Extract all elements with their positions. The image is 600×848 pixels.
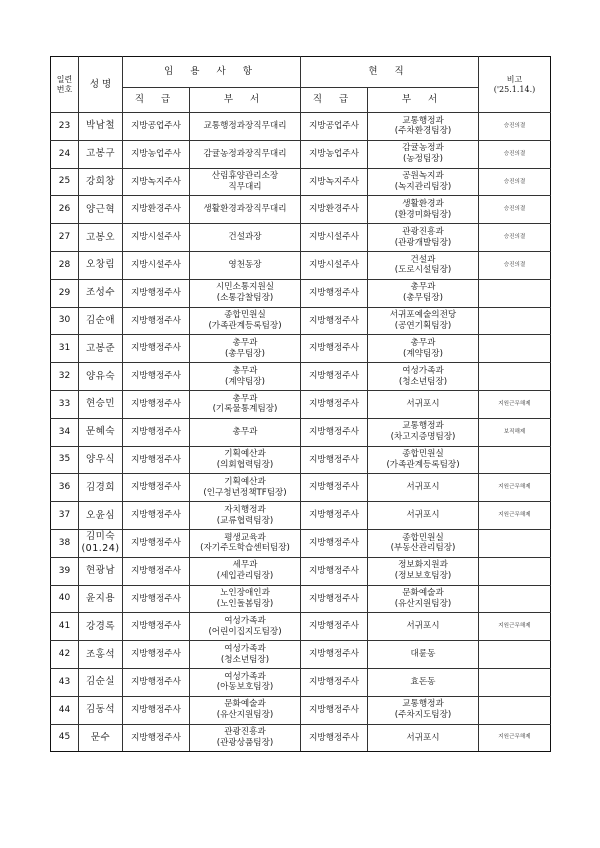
- remark-cell: [479, 335, 551, 363]
- remark-cell: 지원근무해제: [479, 502, 551, 530]
- current-rank-cell: 지방행정주사: [301, 307, 368, 335]
- current-department-cell: 여성가족과 (청소년팀장): [368, 363, 479, 391]
- current-rank-cell: 지방행정주사: [301, 613, 368, 641]
- current-department-cell: 서귀포시: [368, 474, 479, 502]
- table-row: [51, 585, 551, 613]
- remark-cell: 지원근무해제: [479, 474, 551, 502]
- current-rank-cell: 지방행정주사: [301, 529, 368, 557]
- remark-cell: [479, 529, 551, 557]
- employee-name-cell: 박남철: [79, 113, 123, 141]
- serial-number-cell: 45: [51, 724, 79, 752]
- table-row: [51, 251, 551, 279]
- serial-number-cell: 23: [51, 113, 79, 141]
- table-row: [51, 335, 551, 363]
- serial-number-cell: 37: [51, 502, 79, 530]
- remark-cell: [479, 641, 551, 669]
- appointed-rank-cell: 지방시설주사: [123, 224, 190, 252]
- employee-name-cell: 김순실: [79, 668, 123, 696]
- appointed-department-cell: 세무과 (세입관리팀장): [190, 557, 301, 585]
- current-rank-cell: 지방행정주사: [301, 474, 368, 502]
- remark-cell: 승진의결: [479, 251, 551, 279]
- serial-number-cell: 39: [51, 557, 79, 585]
- appointed-department-cell: 기획예산과 (인구청년정책TF팀장): [190, 474, 301, 502]
- serial-number-cell: 26: [51, 196, 79, 224]
- current-position-header: 현 직: [301, 57, 479, 88]
- appointed-rank-cell: 지방행정주사: [123, 557, 190, 585]
- remark-cell: [479, 668, 551, 696]
- table-row: [51, 224, 551, 252]
- remark-cell: 승진의결: [479, 113, 551, 141]
- employee-name-cell: 강경록: [79, 613, 123, 641]
- remark-cell: 승진의결: [479, 196, 551, 224]
- serial-number-cell: 31: [51, 335, 79, 363]
- current-department-cell: 서귀포시: [368, 502, 479, 530]
- current-rank-cell: 지방행정주사: [301, 557, 368, 585]
- appointed-rank-cell: 지방행정주사: [123, 307, 190, 335]
- employee-name-cell: 조홍석: [79, 641, 123, 669]
- current-department-cell: 총무과 (계약팀장): [368, 335, 479, 363]
- appointed-department-cell: 총무과 (계약팀장): [190, 363, 301, 391]
- remarks-header: 비고 ('25.1.14.): [479, 57, 551, 113]
- current-department-cell: 교통행정과 (주차환경팀장): [368, 113, 479, 141]
- serial-number-cell: 32: [51, 363, 79, 391]
- current-rank-cell: 지방녹지주사: [301, 168, 368, 196]
- remark-cell: [479, 446, 551, 474]
- table-row: [51, 502, 551, 530]
- name-header: 성 명: [79, 57, 123, 113]
- remark-cell: 지원근무해제: [479, 613, 551, 641]
- serial-number-cell: 44: [51, 696, 79, 724]
- current-department-cell: 건설과 (도로시설팀장): [368, 251, 479, 279]
- serial-number-cell: 40: [51, 585, 79, 613]
- table-row: [51, 196, 551, 224]
- table-row: [51, 418, 551, 446]
- table-row: [51, 113, 551, 141]
- employee-name-cell: 윤지용: [79, 585, 123, 613]
- serial-number-cell: 36: [51, 474, 79, 502]
- current-department-cell: 생활환경과 (환경미화팀장): [368, 196, 479, 224]
- current-department-cell: 서귀포시: [368, 724, 479, 752]
- appointed-rank-cell: 지방시설주사: [123, 251, 190, 279]
- employee-name-cell: 현광남: [79, 557, 123, 585]
- current-department-cell: 종합민원실 (가족관계등록팀장): [368, 446, 479, 474]
- appointed-department-cell: 총무과 (기록물통계팀장): [190, 390, 301, 418]
- table-row: [51, 641, 551, 669]
- employee-name-cell: 양유숙: [79, 363, 123, 391]
- current-rank-cell: 지방시설주사: [301, 224, 368, 252]
- remark-cell: 승진의결: [479, 168, 551, 196]
- current-rank-cell: 지방행정주사: [301, 502, 368, 530]
- current-rank-cell: 지방행정주사: [301, 363, 368, 391]
- current-department-cell: 정보화지원과 (정보보호팀장): [368, 557, 479, 585]
- current-rank-cell: 지방시설주사: [301, 251, 368, 279]
- remark-cell: [479, 696, 551, 724]
- current-rank-cell: 지방행정주사: [301, 279, 368, 307]
- current-department-cell: 효돈동: [368, 668, 479, 696]
- remark-cell: [479, 557, 551, 585]
- employee-name-cell: 조성수: [79, 279, 123, 307]
- employee-name-cell: 강희창: [79, 168, 123, 196]
- employee-name-cell: 문혜숙: [79, 418, 123, 446]
- appointed-rank-cell: 지방행정주사: [123, 585, 190, 613]
- appointed-department-cell: 종합민원실 (가족관계등록팀장): [190, 307, 301, 335]
- employee-name-cell: 고봉구: [79, 140, 123, 168]
- employee-name-cell: 고봉오: [79, 224, 123, 252]
- appointed-rank-cell: 지방행정주사: [123, 724, 190, 752]
- current-rank-cell: 지방행정주사: [301, 418, 368, 446]
- current-rank-cell: 지방행정주사: [301, 724, 368, 752]
- table-row: [51, 307, 551, 335]
- current-rank-cell: 지방행정주사: [301, 641, 368, 669]
- appointed-rank-cell: 지방공업주사: [123, 113, 190, 141]
- appointment-header: 임 용 사 항: [123, 57, 301, 88]
- serial-number-cell: 38: [51, 529, 79, 557]
- appointed-department-cell: 산림휴양관리소장 직무대리: [190, 168, 301, 196]
- table-row: [51, 724, 551, 752]
- employee-name-cell: 김순애: [79, 307, 123, 335]
- appointed-rank-cell: 지방행정주사: [123, 696, 190, 724]
- employee-name-cell: 김동석: [79, 696, 123, 724]
- employee-name-cell: 김경희: [79, 474, 123, 502]
- serial-number-cell: 30: [51, 307, 79, 335]
- appointed-rank-cell: 지방행정주사: [123, 529, 190, 557]
- appointed-rank-cell: 지방행정주사: [123, 613, 190, 641]
- appointed-department-cell: 시민소통지원실 (소통감찰팀장): [190, 279, 301, 307]
- current-rank-cell: 지방행정주사: [301, 446, 368, 474]
- remark-cell: [479, 279, 551, 307]
- employee-name-cell: 오창림: [79, 251, 123, 279]
- employee-name-cell: 양우식: [79, 446, 123, 474]
- table-row: [51, 557, 551, 585]
- appointed-department-cell: 문화예술과 (유산지원팀장): [190, 696, 301, 724]
- table-row: [51, 140, 551, 168]
- appointed-rank-cell: 지방녹지주사: [123, 168, 190, 196]
- current-department-cell: 총무과 (총무팀장): [368, 279, 479, 307]
- serial-number-cell: 34: [51, 418, 79, 446]
- current-rank-cell: 지방환경주사: [301, 196, 368, 224]
- appointed-department-cell: 평생교육과 (자기주도학습센터팀장): [190, 529, 301, 557]
- appointed-rank-cell: 지방행정주사: [123, 363, 190, 391]
- remark-cell: 승진의결: [479, 224, 551, 252]
- table-row: [51, 279, 551, 307]
- remark-cell: 승진의결: [479, 140, 551, 168]
- employee-name-cell: 양근혁: [79, 196, 123, 224]
- serial-number-cell: 27: [51, 224, 79, 252]
- employee-name-cell: 오윤심: [79, 502, 123, 530]
- current-dept-header: 부 서: [368, 88, 479, 113]
- appointed-department-cell: 총무과: [190, 418, 301, 446]
- appointed-department-cell: 여성가족과 (청소년팀장): [190, 641, 301, 669]
- remark-cell: 지원근무해제: [479, 724, 551, 752]
- serial-number-cell: 28: [51, 251, 79, 279]
- appointed-department-cell: 생활환경과장직무대리: [190, 196, 301, 224]
- table-row: [51, 696, 551, 724]
- current-department-cell: 서귀포시: [368, 613, 479, 641]
- serial-number-cell: 25: [51, 168, 79, 196]
- appointed-rank-cell: 지방행정주사: [123, 279, 190, 307]
- appointment-roster-table: [50, 56, 551, 752]
- appointed-department-cell: 영천동장: [190, 251, 301, 279]
- appointed-department-cell: 기획예산과 (의회협력팀장): [190, 446, 301, 474]
- employee-name-cell: 문수: [79, 724, 123, 752]
- current-rank-cell: 지방행정주사: [301, 696, 368, 724]
- serial-number-cell: 41: [51, 613, 79, 641]
- current-department-cell: 서귀포예술의전당 (공연기획팀장): [368, 307, 479, 335]
- employee-name-cell: 김미숙 (01.24): [79, 529, 123, 557]
- appointed-department-cell: 노인장애인과 (노인돌봄팀장): [190, 585, 301, 613]
- current-rank-cell: 지방공업주사: [301, 113, 368, 141]
- current-department-cell: 감귤농정과 (농정팀장): [368, 140, 479, 168]
- current-department-cell: 공원녹지과 (녹지관리팀장): [368, 168, 479, 196]
- current-rank-cell: 지방행정주사: [301, 390, 368, 418]
- remark-cell: 보직해제: [479, 418, 551, 446]
- serial-number-header: 일련 번호: [51, 57, 79, 113]
- table-row: [51, 474, 551, 502]
- current-rank-cell: 지방행정주사: [301, 585, 368, 613]
- appointed-department-cell: 여성가족과 (아동보호팀장): [190, 668, 301, 696]
- appointment-rank-header: 직 급: [123, 88, 190, 113]
- remark-cell: [479, 307, 551, 335]
- appointed-rank-cell: 지방행정주사: [123, 474, 190, 502]
- appointed-rank-cell: 지방환경주사: [123, 196, 190, 224]
- current-department-cell: 문화예술과 (유산지원팀장): [368, 585, 479, 613]
- appointed-rank-cell: 지방행정주사: [123, 390, 190, 418]
- table-row: [51, 668, 551, 696]
- appointed-department-cell: 관광진흥과 (관광상품팀장): [190, 724, 301, 752]
- table-row: [51, 613, 551, 641]
- current-rank-header: 직 급: [301, 88, 368, 113]
- appointed-rank-cell: 지방행정주사: [123, 335, 190, 363]
- remark-cell: [479, 363, 551, 391]
- serial-number-cell: 42: [51, 641, 79, 669]
- appointed-rank-cell: 지방행정주사: [123, 418, 190, 446]
- serial-number-cell: 33: [51, 390, 79, 418]
- current-department-cell: 서귀포시: [368, 390, 479, 418]
- appointed-rank-cell: 지방행정주사: [123, 446, 190, 474]
- current-department-cell: 교통행정과 (주차지도팀장): [368, 696, 479, 724]
- appointed-department-cell: 여성가족과 (어린이집지도팀장): [190, 613, 301, 641]
- appointed-department-cell: 자치행정과 (교류협력팀장): [190, 502, 301, 530]
- current-department-cell: 관광진흥과 (관광개발팀장): [368, 224, 479, 252]
- serial-number-cell: 43: [51, 668, 79, 696]
- appointed-rank-cell: 지방행정주사: [123, 641, 190, 669]
- employee-name-cell: 고봉준: [79, 335, 123, 363]
- remark-cell: [479, 585, 551, 613]
- table-row: [51, 390, 551, 418]
- current-department-cell: 종합민원실 (부동산관리팀장): [368, 529, 479, 557]
- current-department-cell: 대륜동: [368, 641, 479, 669]
- current-department-cell: 교통행정과 (차고지증명팀장): [368, 418, 479, 446]
- roster-body: [51, 113, 551, 752]
- serial-number-cell: 35: [51, 446, 79, 474]
- appointment-dept-header: 부 서: [190, 88, 301, 113]
- current-rank-cell: 지방행정주사: [301, 668, 368, 696]
- table-row: [51, 446, 551, 474]
- serial-number-cell: 24: [51, 140, 79, 168]
- appointed-department-cell: 감귤농정과장직무대리: [190, 140, 301, 168]
- serial-number-cell: 29: [51, 279, 79, 307]
- appointed-department-cell: 건설과장: [190, 224, 301, 252]
- appointed-department-cell: 교통행정과장직무대리: [190, 113, 301, 141]
- table-row: [51, 363, 551, 391]
- current-rank-cell: 지방행정주사: [301, 335, 368, 363]
- appointed-rank-cell: 지방행정주사: [123, 502, 190, 530]
- table-row: [51, 529, 551, 557]
- remark-cell: 지원근무해제: [479, 390, 551, 418]
- appointed-rank-cell: 지방행정주사: [123, 668, 190, 696]
- table-row: [51, 168, 551, 196]
- appointed-rank-cell: 지방농업주사: [123, 140, 190, 168]
- current-rank-cell: 지방농업주사: [301, 140, 368, 168]
- employee-name-cell: 현승민: [79, 390, 123, 418]
- appointed-department-cell: 총무과 (총무팀장): [190, 335, 301, 363]
